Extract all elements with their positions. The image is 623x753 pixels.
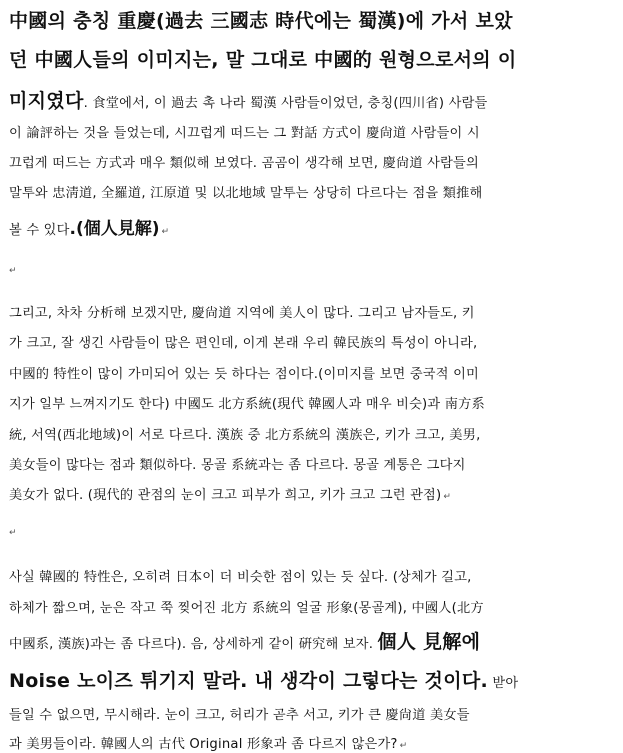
para2-line4: 지가 일부 느껴지기도 한다) 中國도 北方系統(現代 韓國人과 매우 비슷)과 南方系 [9,397,485,412]
para1-line7-bold: .(個人見解) [69,219,160,239]
para1-line3 [9,86,487,113]
para1-line3-bold: 미지였다 [9,90,84,112]
para3-line2: 하체가 짧으며, 눈은 작고 쭉 찢어진 北方 系統의 얼굴 形象(몽골계), 中國人(北方 [9,601,484,616]
para1-line4: 이 論評하는 것을 들었는데, 시끄럽게 떠드는 그 對話 方式이 慶尙道 사람들이 시 [9,126,480,141]
para1-line5: 끄럽게 떠드는 方式과 매우 類似해 보였다. 곰곰이 생각해 보면, 慶尙道 사람들의 [9,156,479,171]
para3-line3 [9,627,480,654]
para3-line3-bold: 個人 見解에 [377,631,481,653]
para2-line6: 美女들이 많다는 점과 類似하다. 몽골 系統과는 좀 다르다. 몽골 계통은 그다지 [9,458,466,473]
paragraph-mark-icon: ↵ [161,227,170,237]
para3-line5: 들일 수 없으면, 무시해라. 눈이 크고, 허리가 곧추 서고, 키가 큰 慶尙道 美女들 [9,708,470,723]
para2-line7-text: 美女가 없다. (現代的 관점의 눈이 크고 피부가 희고, 키가 크고 그런 관점) [9,488,442,503]
para2-line5: 統, 서역(西北地域)이 서로 다르다. 漢族 중 北方系統의 漢族은, 키가 크고, 美男, [9,428,481,443]
paragraph-mark-icon: ↵ [399,741,408,751]
para3-line6 [9,733,407,752]
para1-line2: 던 中國人들의 이미지는, 말 그대로 中國的 원형으로서의 이 [9,49,517,71]
para3-line6-text: 과 美男들이라. 韓國人의 古代 Original 形象과 좀 다르지 않은가? [9,737,398,752]
para1-line7 [9,214,169,239]
para1-line6: 말투와 忠淸道, 全羅道, 江原道 및 以北地域 말투는 상당히 다르다는 점을 類推해 [9,186,483,201]
para1-line1: 中國의 충칭 重慶(過去 三國志 時代에는 蜀漢)에 가서 보았 [9,10,513,32]
paragraph-mark-icon: ↵ [9,266,17,276]
para1-line7-text: 볼 수 있다 [9,223,70,238]
paragraph-mark-icon: ↵ [443,492,451,502]
para3-line3-text: 中國系, 漢族)과는 좀 다르다). 음, 상세하게 같이 硏究해 보자. [9,637,378,652]
para2-line3: 中國的 特性이 많이 가미되어 있는 듯 하다는 점이다.(이미지를 보면 중국적 이미 [9,367,479,382]
paragraph-mark-icon: ↵ [9,528,17,538]
para1-line3-text: . 食堂에서, 이 過去 촉 나라 蜀漢 사람들이었던, 충칭(四川省) 사람들 [83,96,488,111]
para3-line4-text: 받아 [488,676,519,691]
para3-line1: 사실 韓國的 特性은, 오히려 日本이 더 비슷한 점이 있는 듯 싶다. (상체가 길고, [9,570,472,585]
para3-line4 [9,666,518,693]
para2-line1: 그리고, 차차 分析해 보겠지만, 慶尙道 지역에 美人이 많다. 그리고 남자들도, 키 [9,306,475,321]
para2-line7 [9,484,451,503]
para3-line4-bold: Noise 노이즈 튀기지 말라. 내 생각이 그렇다는 것이다. [9,670,489,692]
para2-line2: 가 크고, 잘 생긴 사람들이 많은 편인데, 이게 본래 우리 韓民族의 특성이 아니라, [9,336,478,351]
